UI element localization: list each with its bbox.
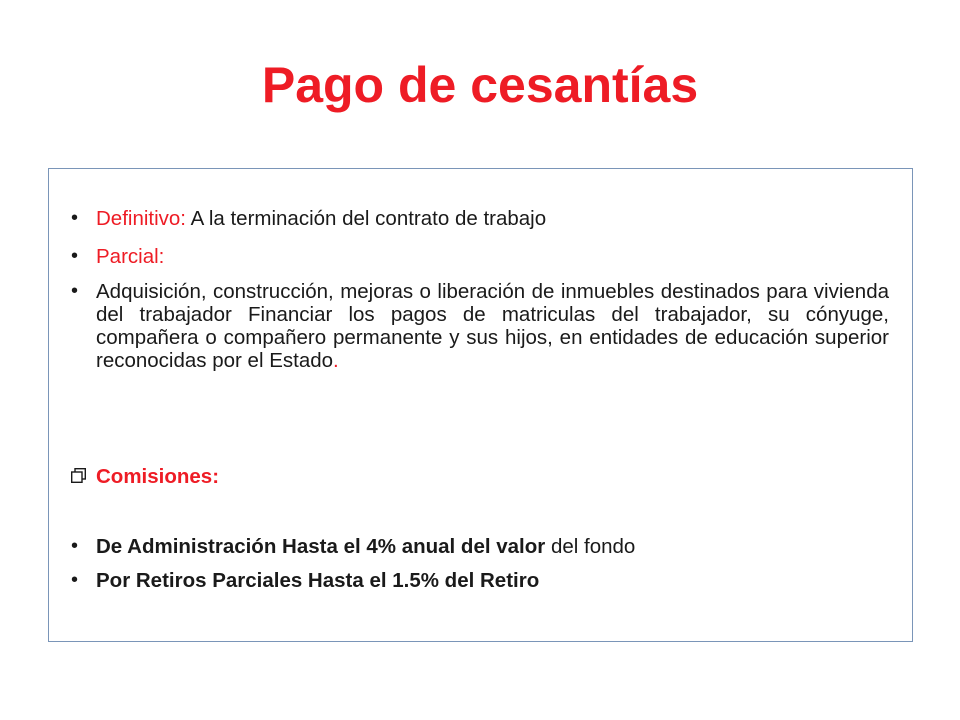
adquisicion-period: . [333,349,339,372]
content-box [48,168,913,642]
bullet-icon: • [71,207,79,229]
definitivo-label: Definitivo: [96,207,187,230]
checkbox-bullet-icon [71,468,86,483]
adquisicion-text: Adquisición, construcción, mejoras o liberación de inmuebles destinados para vivienda del trabajador Financiar los pagos de matriculas del trabajador, su cónyuge, compañera o compañero permanente y sus hijos, en entidades de educación superior reconocidas por el Estado [96,280,889,372]
bullet-icon: • [71,569,79,591]
list-item-comisiones [71,465,889,488]
parcial-label: Parcial: [96,245,165,268]
bullet-icon: • [71,280,79,302]
list-item-parcial [71,245,889,268]
list-item-retiros [71,569,889,592]
list-item-text [96,280,889,372]
list-item-adquisicion [71,280,889,372]
list-item-text [96,535,889,558]
list-item-text [96,207,889,230]
list-item-text [96,245,889,268]
administracion-text: del fondo [545,535,636,558]
administracion-bold-text: De Administración Hasta el 4% anual del valor [96,535,546,558]
bullet-icon: • [71,535,79,557]
list-item-text [96,569,889,592]
retiros-bold-text: Por Retiros Parciales Hasta el 1.5% del Retiro [96,569,540,592]
bullet-icon: • [71,245,79,267]
definitivo-text: A la terminación del contrato de trabajo [186,207,547,230]
comisiones-label: Comisiones: [96,465,220,488]
list-item-administracion [71,535,889,558]
list-item-definitivo [71,207,889,230]
slide-title: Pago de cesantías [261,57,699,113]
list-item-text [96,465,889,488]
